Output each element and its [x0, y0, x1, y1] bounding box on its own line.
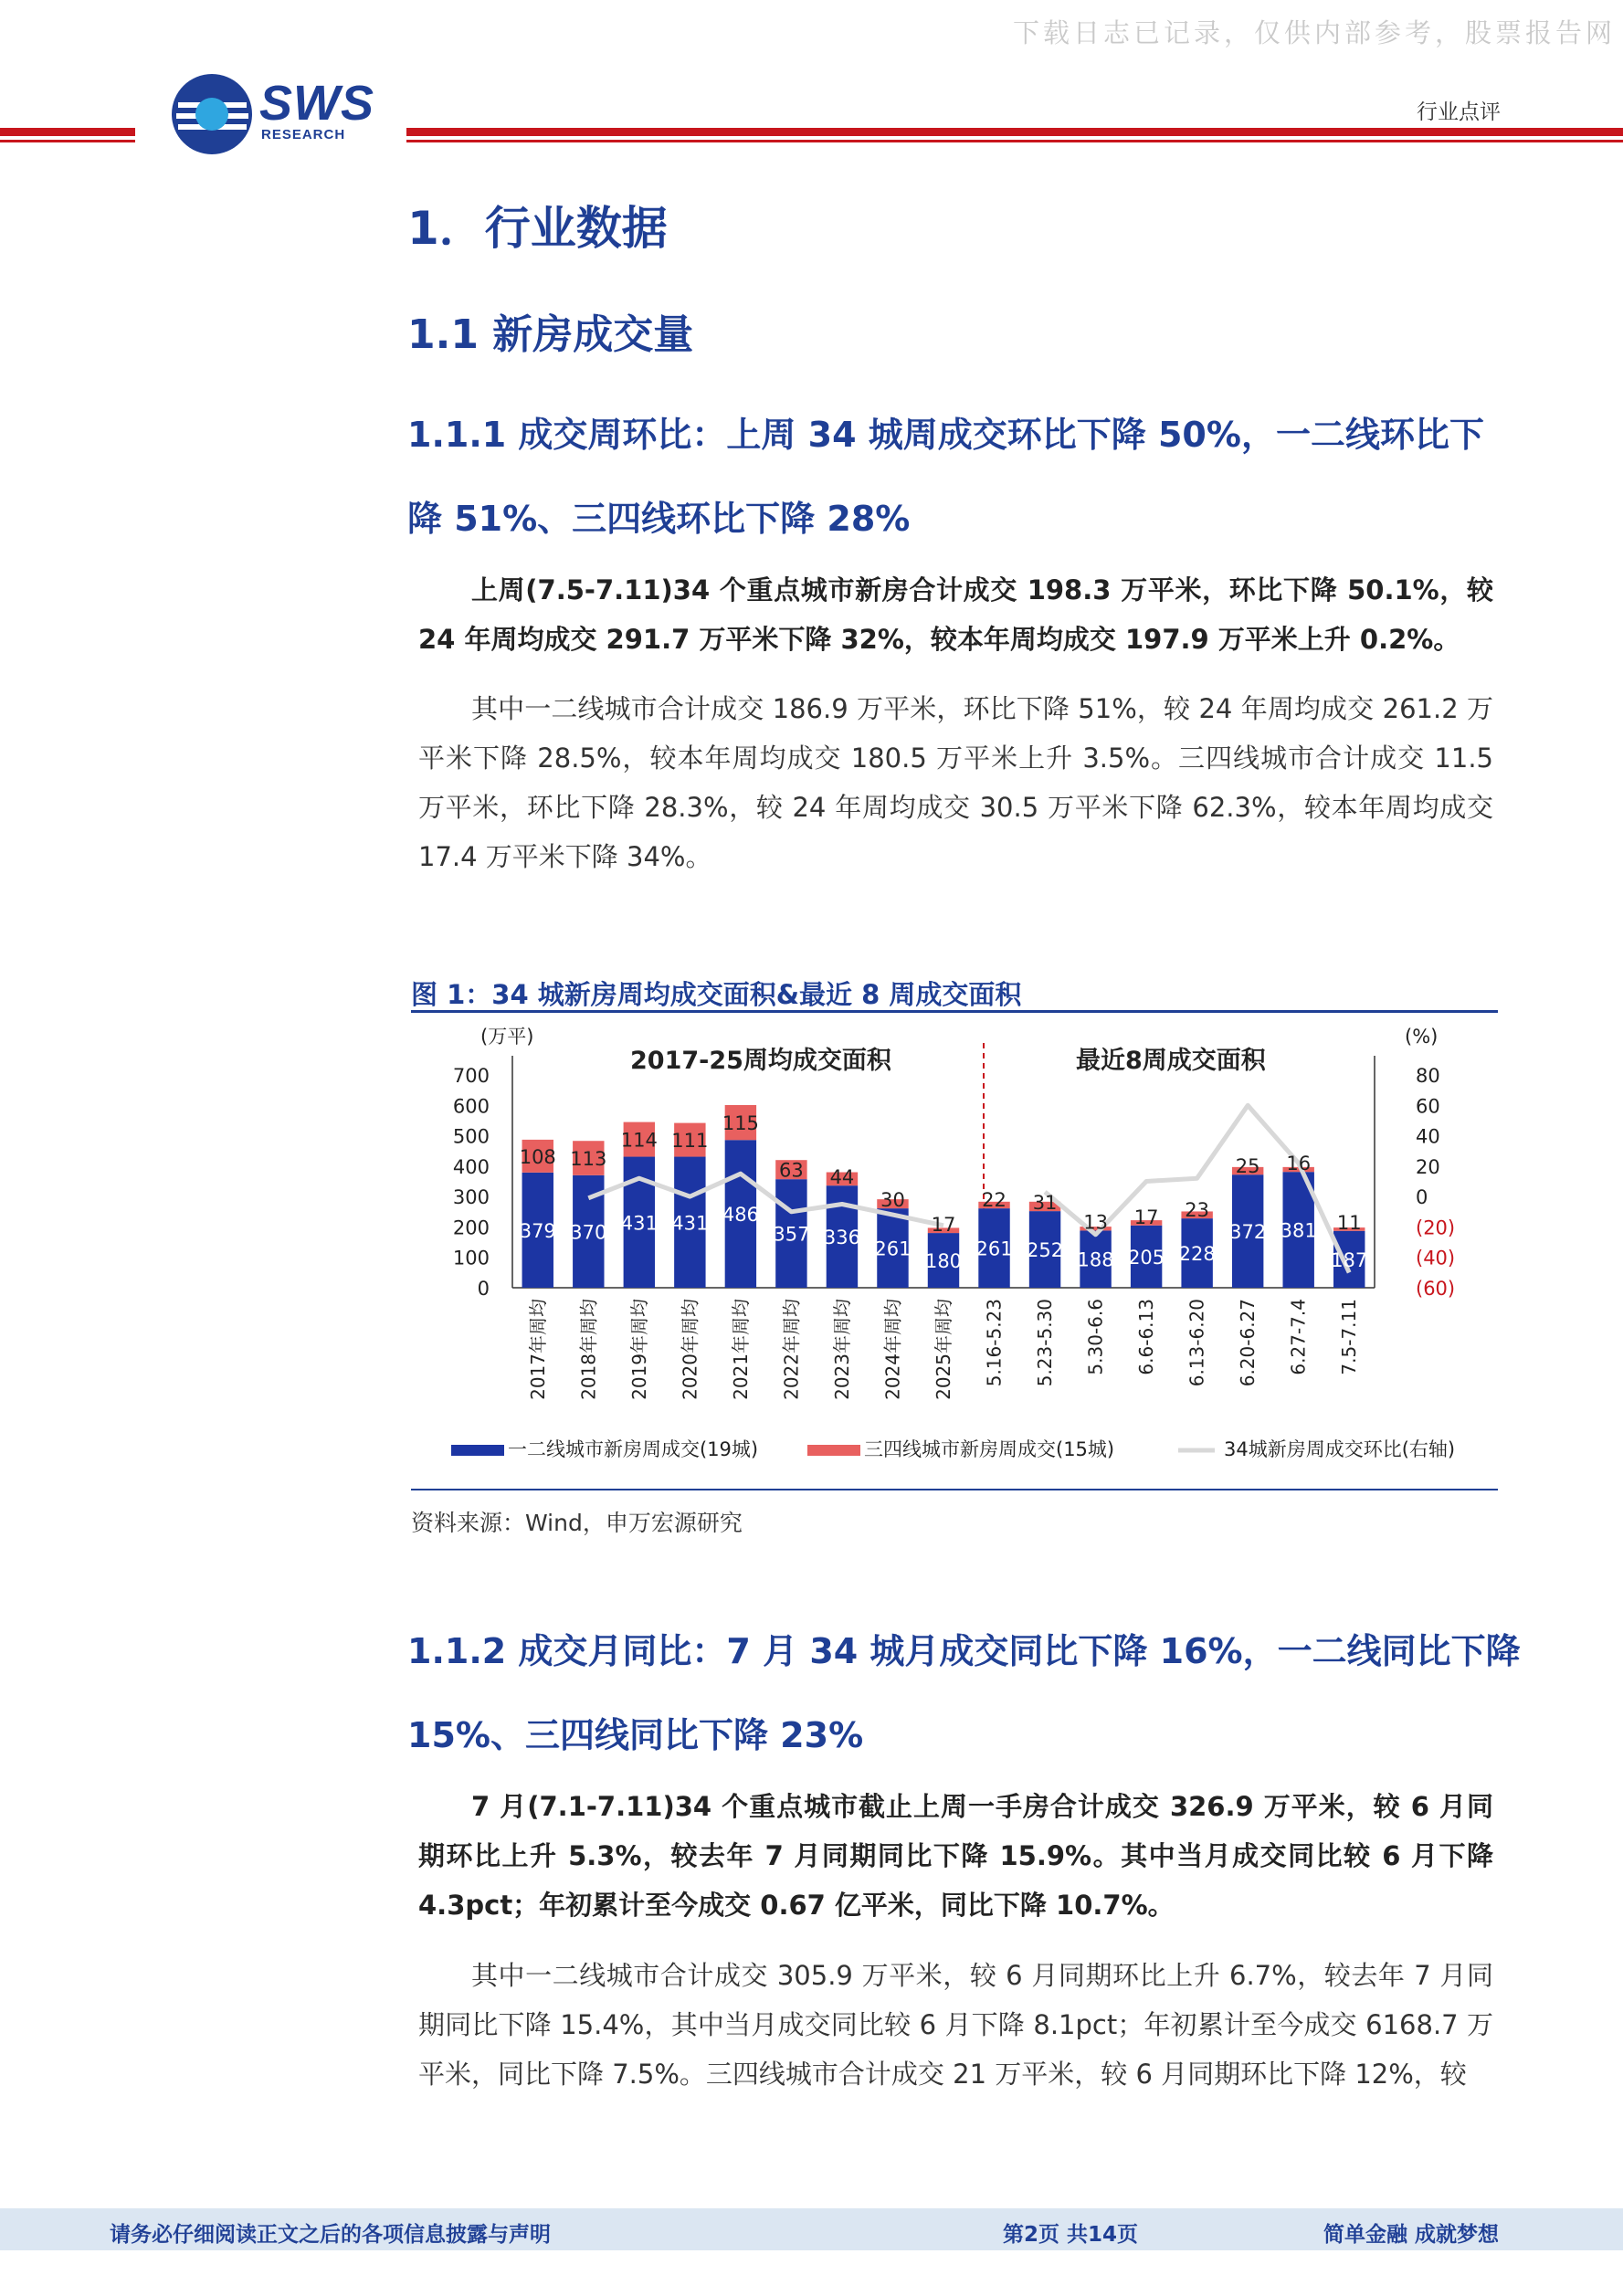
header-rule-left-thin — [0, 140, 135, 142]
y-left-tick: 200 — [452, 1216, 490, 1239]
legend-label-tier12: 一二线城市新房周成交(19城) — [508, 1438, 759, 1460]
paragraph-weekly-summary: 上周(7.5-7.11)34 个重点城市新房合计成交 198.3 万平米，环比下降 50.1%，较 24 年周均成交 291.7 万平米下降 32%，较本年周均成交 197.9 万平米上升 0.2%。 — [418, 574, 1493, 655]
bar-label-tier12: 187 — [1331, 1248, 1368, 1271]
bar-label-tier12: 261 — [975, 1238, 1013, 1260]
y-right-tick: (60) — [1416, 1278, 1456, 1300]
document-type: 行业点评 — [1417, 100, 1501, 124]
heading-1-1-2-line2: 15%、三四线同比下降 23% — [407, 1715, 864, 1755]
sws-logo-icon — [169, 71, 256, 158]
bar-label-tier12: 252 — [1027, 1239, 1064, 1262]
bar-label-tier12: 431 — [620, 1212, 658, 1235]
bar-label-tier34: 25 — [1235, 1155, 1260, 1178]
x-tick-label: 2020年周均 — [679, 1299, 701, 1400]
bar-label-tier34: 44 — [829, 1166, 855, 1189]
bar-label-tier34: 30 — [880, 1189, 905, 1212]
bar-label-tier34: 22 — [982, 1189, 1006, 1212]
x-tick-label: 6.27-7.4 — [1287, 1299, 1310, 1375]
y-right-tick: 60 — [1416, 1095, 1440, 1118]
legend-swatch-tier34 — [807, 1445, 860, 1456]
bar-label-tier34: 63 — [779, 1159, 804, 1182]
bar-label-tier12: 357 — [773, 1223, 810, 1246]
x-tick-label: 7.5-7.11 — [1338, 1299, 1361, 1375]
figure-rule-top — [411, 1010, 1498, 1013]
y-left-tick: 700 — [452, 1065, 490, 1087]
y-left-tick: 100 — [452, 1247, 490, 1269]
y-right-tick: 40 — [1416, 1125, 1440, 1148]
bar-label-tier34: 17 — [1133, 1206, 1159, 1228]
header-rule-left — [0, 128, 135, 136]
bar-label-tier12: 370 — [570, 1221, 607, 1244]
watermark: 下载日志已记录，仅供内部参考，股票报告网 — [1012, 17, 1616, 48]
bar-label-tier12: 180 — [924, 1250, 963, 1273]
bar-label-tier34: 17 — [931, 1214, 956, 1237]
bar-label-tier12: 431 — [671, 1212, 709, 1235]
chart-title-left: 2017-25周均成交面积 — [630, 1047, 891, 1075]
y-left-unit: (万平) — [480, 1026, 534, 1048]
legend-label-tier34: 三四线城市新房周成交(15城) — [864, 1438, 1115, 1460]
y-right-tick: 80 — [1416, 1065, 1440, 1087]
bar-label-tier34: 31 — [1032, 1192, 1058, 1215]
chart-title-right: 最近8周成交面积 — [1076, 1047, 1266, 1075]
x-tick-label: 6.20-6.27 — [1237, 1299, 1259, 1387]
y-left-tick: 300 — [452, 1186, 490, 1209]
y-right-tick: 0 — [1416, 1186, 1428, 1209]
bar-label-tier34: 16 — [1286, 1153, 1312, 1175]
paragraph-monthly-detail: 其中一二线城市合计成交 305.9 万平米，较 6 月同期环比上升 6.7%，较去年 7 月同期同比下降 15.4%，其中当月成交同比较 6 月下降 8.1pct；年初累计至今成交 6168.7 万平米，同比下降 7.5%。三四线城市合计成交 21 万平米，较 6 月同期环比下降 12%，较 — [418, 1960, 1493, 2090]
paragraph-monthly-summary: 7 月(7.1-7.11)34 个重点城市截止上周一手房合计成交 326.9 万平米，较 6 月同期环比上升 5.3%，较去年 7 月同期同比下降 15.9%。其中当月成交同比较 6 月下降 4.3pct；年初累计至今成交 0.67 亿平米，同比下降 10.7%。 — [418, 1791, 1493, 1921]
logo-text: SWS — [259, 76, 375, 131]
figure-rule-bottom — [411, 1489, 1498, 1490]
weekly-transaction-chart — [411, 1016, 1498, 1487]
x-tick-label: 5.23-5.30 — [1034, 1299, 1057, 1387]
y-left-tick: 0 — [477, 1278, 490, 1300]
x-tick-label: 2018年周均 — [577, 1299, 600, 1400]
bar-label-tier34: 115 — [722, 1112, 759, 1135]
x-tick-label: 2019年周均 — [627, 1299, 650, 1400]
y-left-tick: 500 — [452, 1125, 490, 1148]
bar-label-tier12: 372 — [1229, 1221, 1267, 1244]
bar-label-tier12: 381 — [1280, 1219, 1317, 1242]
paragraph-weekly-detail: 其中一二线城市合计成交 186.9 万平米，环比下降 51%，较 24 年周均成交 261.2 万平米下降 28.5%，较本年周均成交 180.5 万平米上升 3.5%。三四线城市合计成交 11.5 万平米，环比下降 28.3%，较 24 年周均成交 30.5 万平米下降 62.3%，较本年周均成交 17.4 万平米下降 34%。 — [418, 693, 1493, 872]
header-rule-thin — [406, 140, 1623, 142]
heading-1-1-1-line2: 降 51%、三四线环比下降 28% — [407, 499, 911, 539]
bar-label-tier34: 108 — [519, 1145, 556, 1168]
y-right-unit: (%) — [1405, 1026, 1439, 1048]
legend-swatch-tier12 — [451, 1445, 504, 1456]
x-tick-label: 2021年周均 — [729, 1299, 752, 1400]
bar-label-tier12: 205 — [1128, 1246, 1165, 1269]
heading-1-1-1-line1: 1.1.1 成交周环比：上周 34 城周成交环比下降 50%，一二线环比下 — [407, 415, 1484, 455]
heading-1-1-1 — [407, 393, 1499, 561]
y-left-tick: 600 — [452, 1095, 490, 1118]
y-left-tick: 400 — [452, 1155, 490, 1178]
figure-source: 资料来源：Wind，申万宏源研究 — [411, 1510, 743, 1536]
bar-label-tier34: 114 — [620, 1129, 658, 1152]
x-tick-label: 2017年周均 — [526, 1299, 549, 1400]
x-tick-label: 2023年周均 — [830, 1299, 853, 1400]
x-tick-label: 5.16-5.23 — [983, 1299, 1006, 1387]
bar-label-tier34: 111 — [671, 1130, 709, 1153]
bar-label-tier12: 261 — [874, 1238, 912, 1260]
heading-1-1-2 — [407, 1609, 1521, 1777]
bar-label-tier12: 336 — [823, 1227, 860, 1249]
heading-1-1: 1.1 新房成交量 — [407, 311, 694, 358]
bar-label-tier12: 228 — [1178, 1243, 1216, 1266]
legend-label-wow: 34城新房周成交环比(右轴) — [1224, 1438, 1456, 1460]
bar-label-tier34: 13 — [1083, 1211, 1108, 1234]
figure-title: 图 1：34 城新房周均成交面积&最近 8 周成交面积 — [411, 979, 1022, 1010]
y-right-tick: (40) — [1416, 1247, 1456, 1269]
x-tick-label: 5.30-6.6 — [1084, 1299, 1107, 1375]
bar-label-tier12: 188 — [1077, 1248, 1114, 1271]
bar-label-tier12: 379 — [519, 1219, 556, 1242]
heading-1-1-2-line1: 1.1.2 成交月同比：7 月 34 城月成交同比下降 16%，一二线同比下降 — [407, 1631, 1521, 1671]
heading-1: 1．行业数据 — [407, 202, 668, 255]
logo-subtext: RESEARCH — [261, 127, 346, 142]
x-tick-label: 6.6-6.13 — [1135, 1299, 1158, 1375]
x-tick-label: 2025年周均 — [933, 1299, 954, 1400]
page-number: 第2页 共14页 — [1003, 2223, 1139, 2247]
bar-label-tier34: 11 — [1336, 1211, 1362, 1234]
x-tick-label: 2024年周均 — [881, 1299, 904, 1400]
footer-slogan: 简单金融 成就梦想 — [1323, 2223, 1499, 2247]
x-tick-label: 6.13-6.20 — [1186, 1299, 1208, 1387]
bar-label-tier34: 113 — [570, 1148, 607, 1171]
x-tick-label: 2022年周均 — [780, 1299, 803, 1400]
bar-label-tier12: 486 — [722, 1204, 759, 1227]
bar-label-tier34: 23 — [1185, 1199, 1210, 1222]
footer-disclaimer: 请务必仔细阅读正文之后的各项信息披露与声明 — [110, 2223, 551, 2247]
y-right-tick: (20) — [1416, 1216, 1456, 1239]
header-rule — [406, 128, 1623, 136]
y-right-tick: 20 — [1416, 1155, 1440, 1178]
